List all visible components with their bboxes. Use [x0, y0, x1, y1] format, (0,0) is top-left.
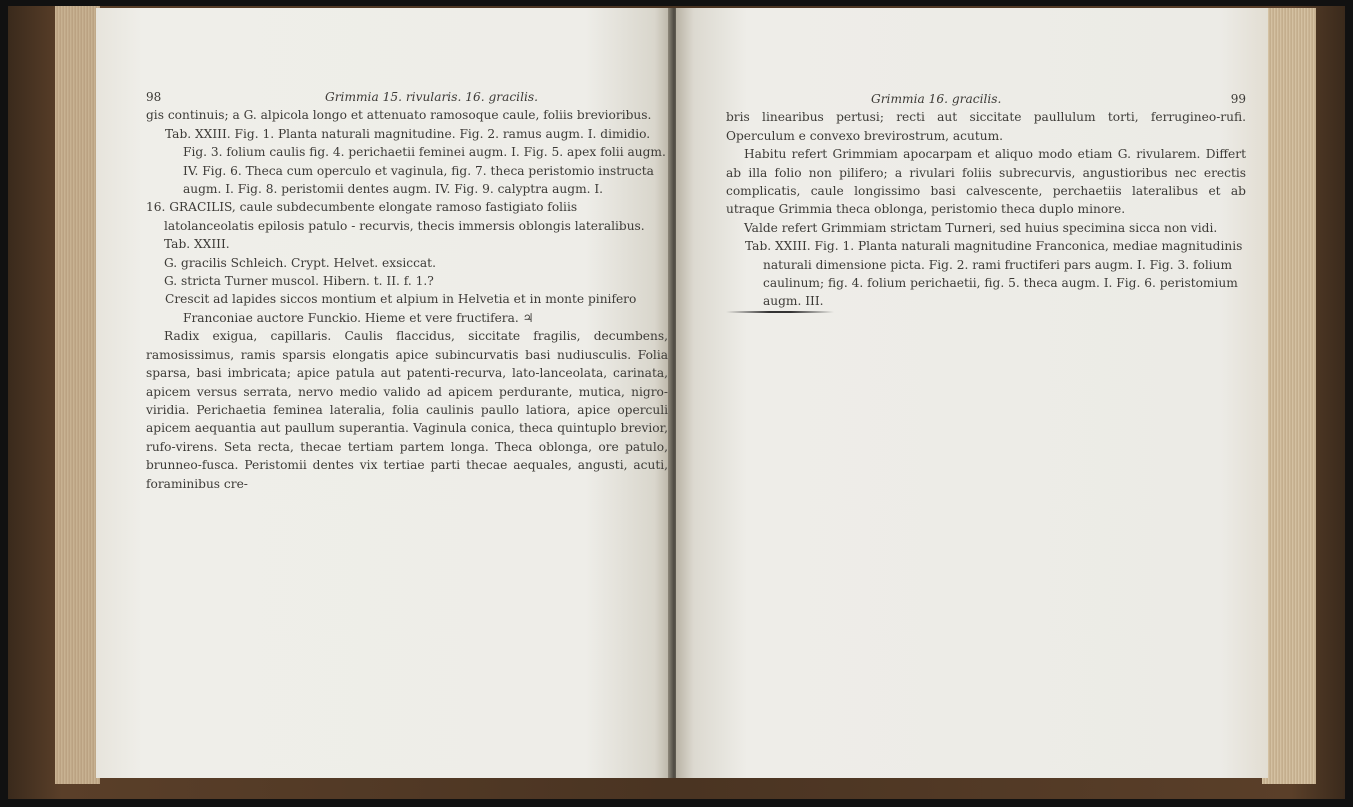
running-head	[146, 88, 668, 106]
page-number: 99	[1230, 92, 1246, 106]
text-line: G. stricta Turner muscol. Hibern. t. II. f. 1.?	[164, 274, 434, 289]
text-line: Tab. XXIII. Fig. 1. Planta naturali magnitudine Franconica, mediae magnitudinis naturali dimensione picta. Fig. 2. rami fructiferi pars augm. I. Fig. 3. folium caulinum; fig. 4. folium perichaetii, fig. 5. theca augm. I. Fig. 6. peristomium augm. III.	[745, 239, 1243, 309]
divider-rule	[726, 311, 834, 313]
right-page	[676, 8, 1268, 778]
running-head	[726, 90, 1246, 108]
text-line: Radix exigua, capillaris. Caulis flaccidus, siccitate fragilis, decumbens, ramosissimus, ramis sparsis elongatis apice subincurvatis basi nudiusculis. Folia sparsa, basi imbricata; apice patula aut patenti-recurva, lato-lanceolata, carinata, apicem versus serrata, nervo medio valido ad apicem perdurante, mutica, nigro-viridia. Perichaetia feminea lateralia, folia caulinis paullo latiora, apice operculi apicem aequantia aut paullum superantia. Vaginula conica, theca quintuplo brevior, rufo-virens. Seta recta, thecae tertiam partem longa. Theca oblonga, ore patulo, brunneo-fusca. Peristomii dentes vix tertiae parti thecae aequales, angusti, acuti, foraminibus cre-	[146, 329, 668, 491]
text-line: Valde refert Grimmiam strictam Turneri, sed huius specimina sicca non vidi.	[744, 220, 1218, 235]
left-page	[96, 8, 672, 778]
text-line: G. gracilis Schleich. Crypt. Helvet. exsiccat.	[164, 255, 436, 270]
text-line: Crescit ad lapides siccos montium et alpium in Helvetia et in monte pinifero Franconiae auctore Funckio. Hieme et vere fructifera. ♃	[165, 292, 637, 325]
page-edges-left	[55, 6, 100, 784]
text-line: 16. GRACILIS, caule subdecumbente elongate ramoso fastigiato foliis latolanceolatis epilosis patulo - recurvis, thecis immersis oblongis lateralibus. Tab. XXIII.	[146, 200, 645, 252]
page-number: 98	[146, 90, 162, 104]
text-line: gis continuis; a G. alpicola longo et attenuato ramosoque caule, foliis brevioribus.	[146, 108, 652, 123]
running-head-title: Grimmia 16. gracilis.	[871, 92, 1002, 106]
page-edges-right	[1262, 8, 1316, 784]
running-head-title: Grimmia 15. rivularis. 16. gracilis.	[324, 90, 538, 104]
text-line: Tab. XXIII. Fig. 1. Planta naturali magnitudine. Fig. 2. ramus augm. I. dimidio. Fig. 3. folium caulis fig. 4. perichaetii feminei augm. I. Fig. 5. apex folii augm. IV. Fig. 6. Theca cum operculo et vaginula, fig. 7. theca peristomio instructa augm. I. Fig. 8. peristomii dentes augm. IV. Fig. 9. calyptra augm. I.	[165, 126, 666, 197]
text-line: Habitu refert Grimmiam apocarpam et aliquo modo etiam G. rivularem. Differt ab illa folio non pilifero; a rivulari foliis subrecurvis, angustioribus nec erectis complicatis, caule longissimo basi calvescente, perchaetiis lateralibus et ab utraque Grimmia theca oblonga, peristomio theca duplo minore.	[726, 147, 1246, 217]
text-line: bris linearibus pertusi; recti aut siccitate paullulum torti, ferrugineo-rufi. Operculum e convexo brevirostrum, acutum.	[726, 110, 1246, 143]
